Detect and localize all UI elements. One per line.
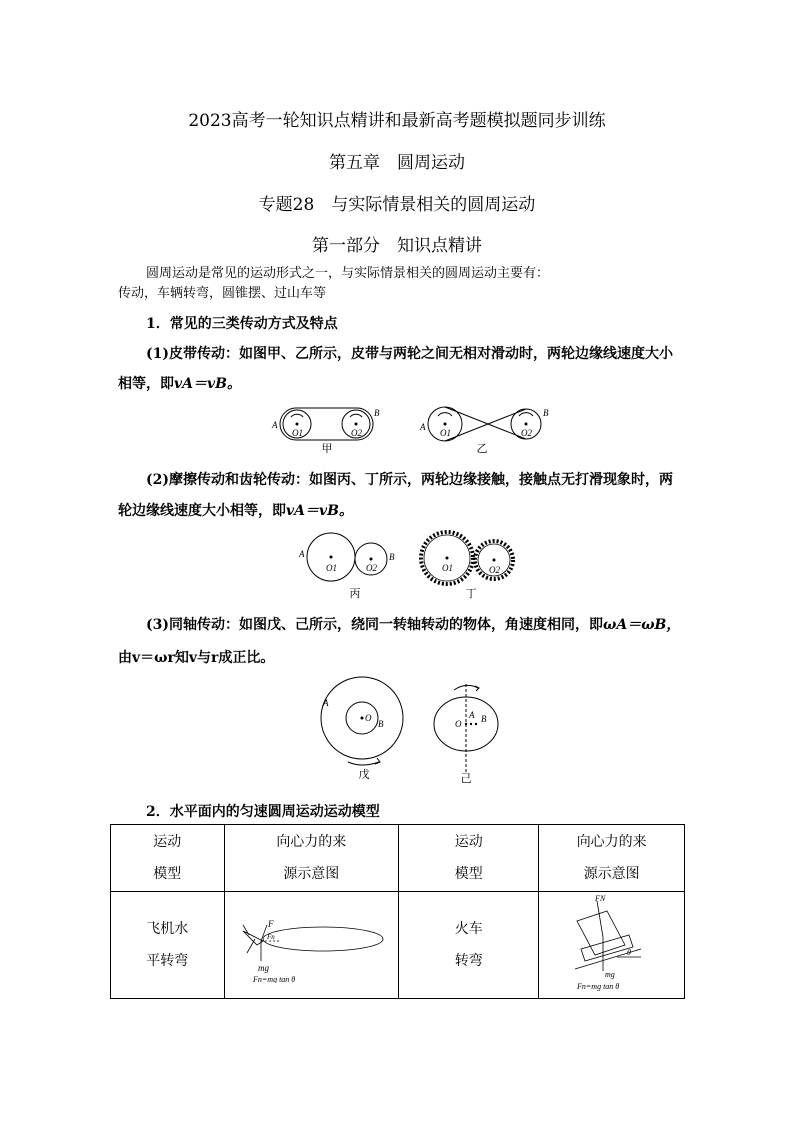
- topic-title: 专题28 与实际情景相关的圆周运动: [258, 195, 536, 215]
- header-model-2-line1: 运动: [454, 834, 483, 850]
- friction-line2-prefix: 轮边缘线速度大小相等，即: [118, 503, 286, 519]
- train-model-line2: 转弯: [454, 953, 483, 969]
- motion-model-table: [110, 824, 685, 999]
- plane-label-mg: mg: [258, 963, 270, 973]
- bing-label-O2: O2: [366, 563, 377, 573]
- yi-label-B: B: [543, 408, 549, 418]
- ding-label-O1: O1: [442, 563, 453, 573]
- wu-label-B: B: [378, 719, 384, 729]
- yi-label-A: A: [420, 422, 426, 432]
- wu-label-O: O: [365, 713, 372, 723]
- train-label-mg: mg: [604, 970, 615, 979]
- jia-label-O1: O1: [292, 428, 303, 438]
- cell-diagram-train: [539, 892, 685, 999]
- belt-figures: [262, 402, 562, 457]
- intro-line2: 传动，车辆转弯，圆锥摆、过山车等: [118, 286, 327, 301]
- figure-wu: [321, 677, 403, 765]
- friction-paragraph-line2: [118, 500, 353, 520]
- chapter-title: 第五章 圆周运动: [329, 153, 465, 173]
- coaxial-paragraph-line2: 由v＝ωr知v与r成正比。: [118, 650, 275, 666]
- intro-line1: 圆周运动是常见的运动形式之一，与实际情景相关的圆周运动主要有：: [146, 266, 550, 281]
- train-label-theta: θ: [626, 948, 631, 957]
- friction-formula: vA＝vB。: [286, 503, 353, 519]
- ding-label-O2: O2: [489, 565, 500, 575]
- train-label-FN: FN: [594, 894, 605, 903]
- jia-label-O2: O2: [351, 428, 362, 438]
- plane-force-diagram: [231, 903, 391, 983]
- header-model-1-line2: 模型: [153, 866, 182, 882]
- train-force-diagram: [567, 893, 657, 993]
- coaxial-formula: ωA＝ωB，: [603, 617, 681, 633]
- train-formula: Fn=mg tan θ: [576, 982, 619, 991]
- cell-diagram-plane: [224, 892, 398, 999]
- plane-label-Fn: Fn: [267, 933, 276, 941]
- header-diagram-1-line1: 向心力的来: [276, 834, 347, 850]
- caption-ding: 丁: [465, 587, 477, 600]
- train-model-line1: 火车: [454, 921, 483, 937]
- table-row: [111, 892, 685, 999]
- cell-model-train: [399, 892, 539, 999]
- table-header-row: [111, 825, 685, 892]
- header-diagram-2-line1: 向心力的来: [576, 834, 647, 850]
- friction-figures: [296, 527, 526, 589]
- plane-model-line2: 平转弯: [146, 953, 189, 969]
- part-title: 第一部分 知识点精讲: [312, 236, 482, 256]
- doc-title: 2023高考一轮知识点精讲和最新高考题模拟题同步训练: [188, 111, 606, 131]
- bing-label-B: B: [389, 552, 395, 562]
- caption-bing: 丙: [349, 587, 361, 600]
- header-cell-model-2: [399, 825, 539, 892]
- header-cell-diagram-2: [539, 825, 685, 892]
- yi-label-O1: O1: [440, 428, 451, 438]
- wu-label-A: A: [323, 698, 329, 708]
- header-diagram-2-line2: 源示意图: [583, 866, 640, 882]
- header-model-2-line2: 模型: [454, 866, 483, 882]
- caption-yi: 乙: [476, 442, 488, 455]
- section2-heading: 2．水平面内的匀速圆周运动运动模型: [146, 804, 380, 820]
- coaxial-line1-prefix: (3)同轴传动：如图戊、己所示，绕同一转轴转动的物体，角速度相同，即: [146, 617, 603, 633]
- header-diagram-1-line2: 源示意图: [283, 866, 340, 882]
- figure-ji: [434, 684, 498, 772]
- jia-label-A: A: [272, 420, 278, 430]
- plane-formula: Fn=mg tan θ: [253, 975, 296, 983]
- plane-model-line1: 飞机水: [146, 921, 189, 937]
- friction-paragraph-line1: (2)摩擦传动和齿轮传动：如图丙、丁所示，两轮边缘接触，接触点无打滑现象时，两: [146, 472, 673, 488]
- cell-model-plane: [111, 892, 225, 999]
- header-cell-model-1: [111, 825, 225, 892]
- ji-label-O: O: [455, 719, 462, 729]
- header-model-1-line1: 运动: [153, 834, 182, 850]
- caption-jia: 甲: [321, 442, 333, 455]
- bing-label-A: A: [299, 549, 305, 559]
- belt-paragraph-line1: (1)皮带传动：如图甲、乙所示，皮带与两轮之间无相对滑动时，两轮边缘线速度大小: [146, 346, 673, 362]
- caption-wu: 戊: [358, 768, 370, 781]
- yi-label-O2: O2: [521, 428, 532, 438]
- section1-heading: 1．常见的三类传动方式及特点: [146, 316, 338, 332]
- belt-line2-prefix: 相等，即: [118, 376, 174, 392]
- bing-label-O1: O1: [326, 563, 337, 573]
- ji-label-B: B: [481, 714, 487, 724]
- plane-label-F: F: [268, 919, 274, 929]
- header-cell-diagram-1: [224, 825, 398, 892]
- coaxial-paragraph-line1: [146, 614, 680, 634]
- coaxial-figures: [315, 672, 515, 784]
- belt-formula: vA＝vB。: [174, 376, 241, 392]
- caption-ji: 己: [460, 772, 472, 785]
- figure-ding: [421, 532, 513, 584]
- jia-label-B: B: [374, 408, 380, 418]
- belt-paragraph-line2: [118, 373, 241, 393]
- ji-label-A: A: [469, 710, 475, 720]
- figure-bing: [307, 533, 387, 581]
